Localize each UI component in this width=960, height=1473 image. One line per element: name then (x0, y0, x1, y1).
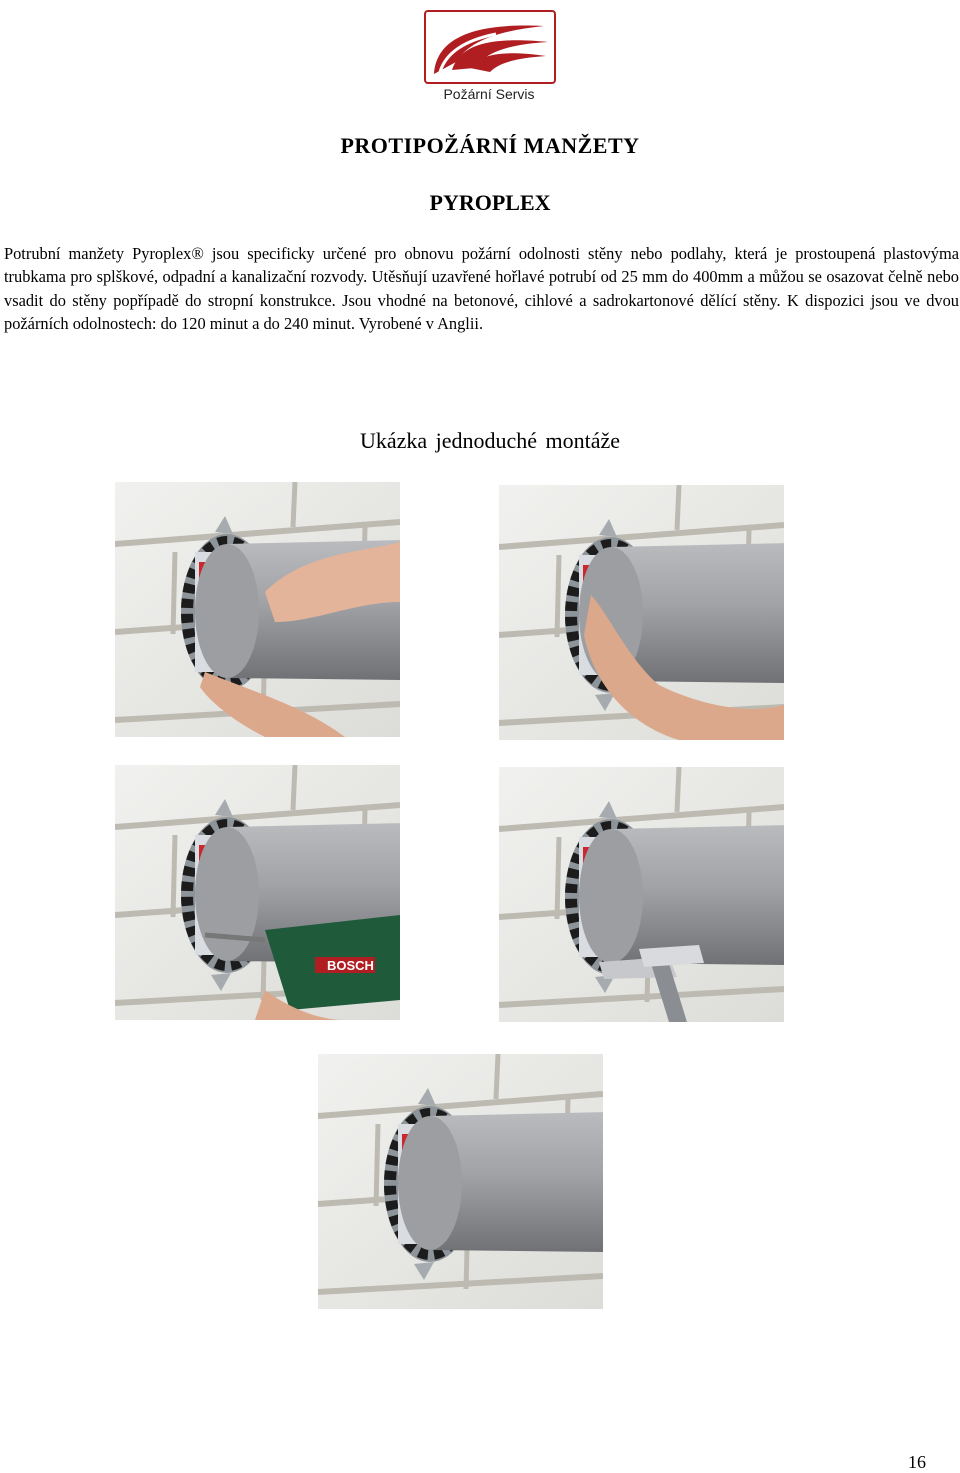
photo-step-2 (499, 485, 784, 740)
page-title: PROTIPOŽÁRNÍ MANŽETY (340, 133, 640, 158)
photo-step-5 (318, 1054, 603, 1309)
company-logo (424, 10, 554, 104)
photo-step-4 (499, 767, 784, 1022)
page-subtitle: PYROPLEX (429, 190, 551, 215)
drill-brand-label: BOSCH (327, 958, 374, 973)
description-paragraph: Potrubní manžety Pyroplex® jsou specificky určené pro obnovu požární odolnosti stěny nebo podlahy, která je prostoupená plastovýma trubkama pro splškové, odpadní a kanalizační rozvody. Utěsňují uzavřené hořlavé potrubí od 25 mm do 400mm a můžou se osazovat čelně nebo vsadit do stěny popřípadě do stropní konstrukce. Jsou vhodné na betonové, cihlové a sadrokartonové dělící stěny. K dispozici jsou ve dvou požárních odolnostech: do 120 minut a do 240 minut. Vyrobené v Anglii. (4, 244, 959, 333)
photo-step-3 (115, 765, 400, 1020)
photo-step-1 (115, 482, 400, 737)
flame-logo-icon (424, 10, 556, 84)
page-number: 16 (908, 1452, 926, 1472)
photo-caption: Ukázka jednoduché montáže (359, 428, 621, 453)
logo-brand-text: Požární Servis (443, 86, 535, 102)
